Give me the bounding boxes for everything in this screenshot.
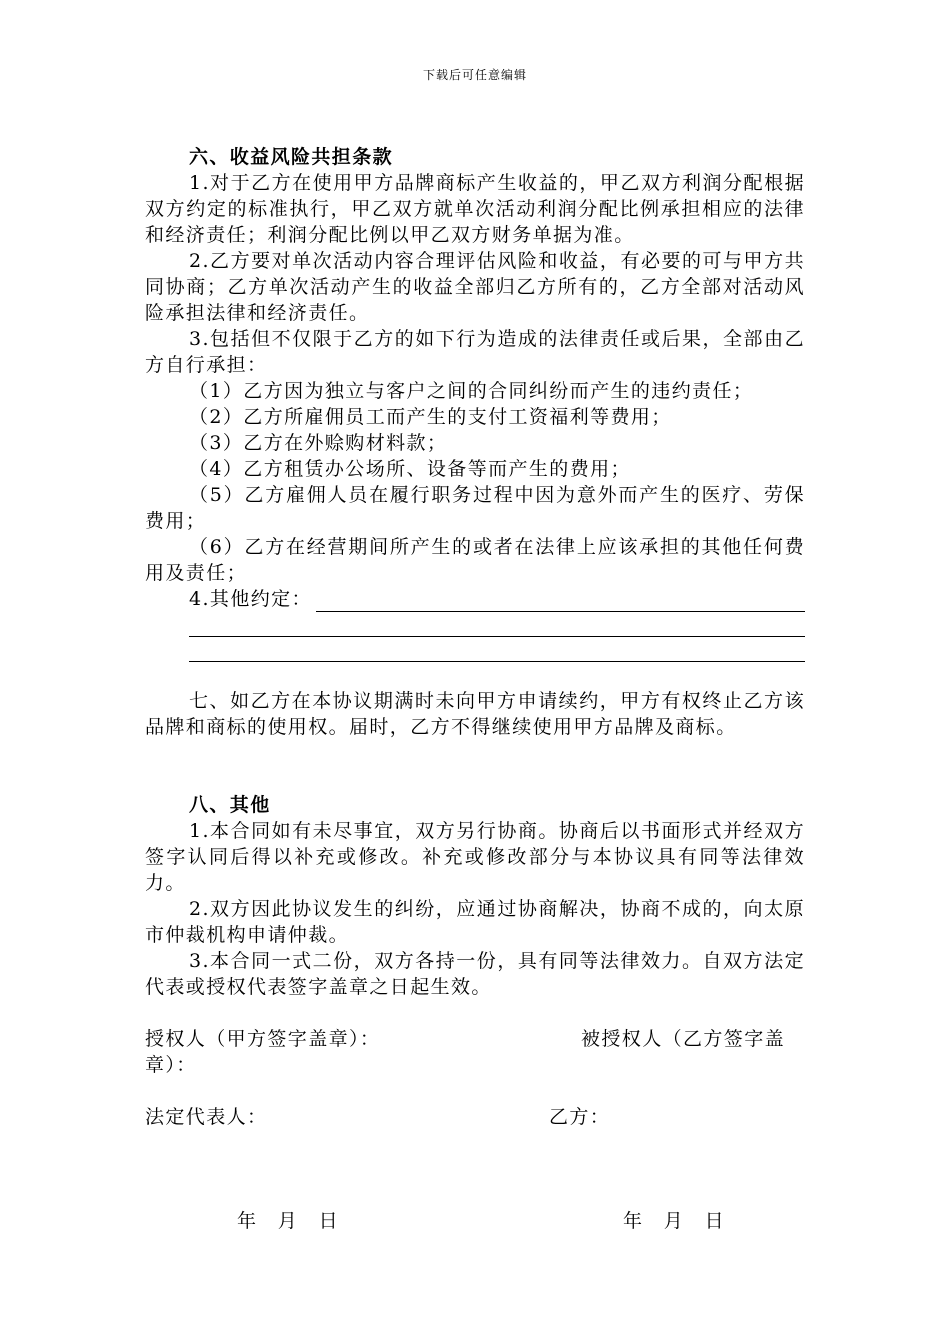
section6-clause1: 1.对于乙方在使用甲方品牌商标产生收益的，甲乙双方利润分配根据双方约定的标准执行，甲乙双方就单次活动利润分配比例承担相应的法律和经济责任；利润分配比例以甲乙双方财务单据为准。 — [145, 172, 805, 246]
signature-row-continued — [145, 1052, 805, 1078]
section8-clause3: 3.本合同一式二份，双方各持一份，具有同等法律效力。自双方法定代表或授权代表签字盖章之日起生效。 — [145, 950, 805, 998]
liability-item-1: （1）乙方因为独立与客户之间的合同纠纷而产生的违约责任； — [189, 380, 754, 402]
party-a-sign-label: 授权人（甲方签字盖章）： — [145, 1028, 381, 1050]
liability-item-2: （2）乙方所雇佣员工而产生的支付工资福利等费用； — [189, 406, 672, 428]
representative-row — [145, 1104, 805, 1130]
liability-item-6: （6）乙方在经营期间所产生的或者在法律上应该承担的其他任何费用及责任； — [145, 536, 805, 584]
other-agreement-row — [145, 586, 805, 612]
spacer — [145, 1130, 805, 1182]
other-agreement-blank-line-2[interactable] — [189, 637, 805, 662]
section6-title: 六、收益风险共担条款 — [189, 146, 394, 168]
section6-clause2: 2.乙方要对单次活动内容合理评估风险和收益，有必要的可与甲方共同协商；乙方单次活动产生的收益全部归乙方所有的，乙方全部对活动风险承担法律和经济责任。 — [145, 250, 805, 324]
other-agreement-label: 4.其他约定： — [189, 588, 312, 610]
date-row — [145, 1208, 805, 1234]
party-a-date: 年 月 日 — [237, 1210, 340, 1232]
signature-row — [145, 1026, 805, 1052]
spacer — [145, 740, 805, 792]
spacer — [145, 1078, 805, 1104]
spacer — [145, 1182, 805, 1208]
party-b-sign-label-cont: 章）： — [145, 1054, 197, 1076]
section7-text: 七、如乙方在本协议期满时未向甲方申请续约，甲方有权终止乙方该品牌和商标的使用权。届时，乙方不得继续使用甲方品牌及商标。 — [145, 690, 805, 738]
section6-clause3: 3.包括但不仅限于乙方的如下行为造成的法律责任或后果，全部由乙方自行承担： — [145, 328, 805, 376]
section8-title: 八、其他 — [189, 794, 271, 816]
liability-item-5: （5）乙方雇佣人员在履行职务过程中因为意外而产生的医疗、劳保费用； — [145, 484, 805, 532]
liability-item-3: （3）乙方在外赊购材料款； — [189, 432, 448, 454]
header-note: 下载后可任意编辑 — [422, 68, 527, 82]
section8-clause2: 2.双方因此协议发生的纠纷，应通过协商解决，协商不成的，向太原市仲裁机构申请仲裁。 — [145, 898, 805, 946]
party-a-representative-label: 法定代表人： — [145, 1106, 268, 1128]
other-agreement-fill-line[interactable] — [316, 591, 805, 612]
other-agreement-blank-line-1[interactable] — [189, 612, 805, 637]
party-b-sign-label: 被授权人（乙方签字盖 — [581, 1028, 786, 1050]
section8-clause1: 1.本合同如有未尽事宜，双方另行协商。协商后以书面形式并经双方签字认同后得以补充或修改。补充或修改部分与本协议具有同等法律效力。 — [145, 820, 805, 894]
party-b-label: 乙方： — [549, 1106, 611, 1128]
liability-item-4: （4）乙方租赁办公场所、设备等而产生的费用； — [189, 458, 631, 480]
spacer — [145, 1000, 805, 1026]
contract-body — [145, 144, 805, 1234]
party-b-date: 年 月 日 — [623, 1210, 726, 1232]
spacer — [145, 662, 805, 688]
